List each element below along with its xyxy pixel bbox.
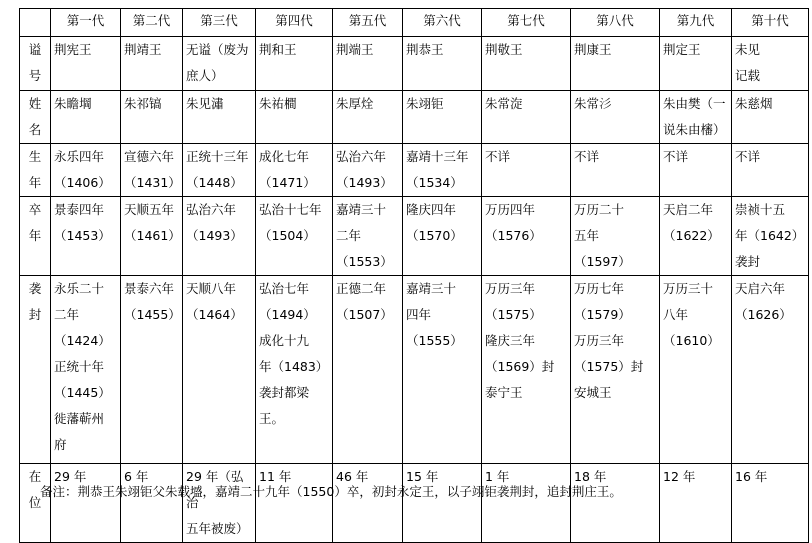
table-cell: 46 年 (333, 464, 403, 543)
table-cell: 朱祁镐 (121, 91, 183, 144)
table-row (20, 276, 809, 464)
table-cell: 不详 (482, 144, 571, 197)
table-cell: 12 年 (660, 464, 732, 543)
table-cell: 1 年 (482, 464, 571, 543)
table-cell: 荆康王 (571, 37, 660, 91)
row-label: 袭 封 (20, 276, 51, 464)
table-cell: 永乐四年 （1406） (51, 144, 121, 197)
table-cell: 29 年（弘治 五年被废） (183, 464, 256, 543)
table-cell: 朱常㳬 (482, 91, 571, 144)
table-cell: 11 年 (256, 464, 333, 543)
table-cell: 朱见潚 (183, 91, 256, 144)
table-cell: 朱常𣲀 (571, 91, 660, 144)
row-label: 姓 名 (20, 91, 51, 144)
table-cell: 未见 记载 (732, 37, 809, 91)
row-label: 生 年 (20, 144, 51, 197)
table-cell: 朱祐橺 (256, 91, 333, 144)
table-cell: 万历二十 五年 （1597） (571, 197, 660, 276)
corner-cell (20, 9, 51, 37)
header-cell: 第八代 (571, 9, 660, 37)
table-row (20, 91, 809, 144)
table-cell: 天启六年 （1626） (732, 276, 809, 464)
table-cell: 天顺五年 （1461） (121, 197, 183, 276)
table-cell: 万历三十 八年 （1610） (660, 276, 732, 464)
table-cell: 朱厚烇 (333, 91, 403, 144)
lineage-table (19, 8, 809, 543)
table-cell: 朱慈烟 (732, 91, 809, 144)
header-cell: 第二代 (121, 9, 183, 37)
table-cell: 万历三年 （1575） 隆庆三年 （1569）封 泰宁王 (482, 276, 571, 464)
table-cell: 弘治十七年 （1504） (256, 197, 333, 276)
table-cell: 不详 (660, 144, 732, 197)
header-cell: 第七代 (482, 9, 571, 37)
table-cell: 天启二年 （1622） (660, 197, 732, 276)
table-cell: 不详 (732, 144, 809, 197)
table-cell: 弘治六年 （1493） (183, 197, 256, 276)
header-cell: 第三代 (183, 9, 256, 37)
header-cell: 第四代 (256, 9, 333, 37)
table-cell: 朱翊钜 (403, 91, 482, 144)
table-cell: 18 年 (571, 464, 660, 543)
table-row (20, 37, 809, 91)
row-label: 在 位 (20, 464, 51, 543)
header-row (20, 9, 809, 37)
table-cell: 荆和王 (256, 37, 333, 91)
table-cell: 朱由樊（一 说朱由㰂） (660, 91, 732, 144)
table-cell: 荆定王 (660, 37, 732, 91)
table-row (20, 144, 809, 197)
table-cell: 宣德六年 （1431） (121, 144, 183, 197)
table-cell: 万历七年 （1579） 万历三年 （1575）封 安城王 (571, 276, 660, 464)
row-label: 卒 年 (20, 197, 51, 276)
table-cell: 15 年 (403, 464, 482, 543)
table-row (20, 464, 809, 543)
table-cell: 嘉靖十三年 （1534） (403, 144, 482, 197)
table-cell: 荆敬王 (482, 37, 571, 91)
table-cell: 荆端王 (333, 37, 403, 91)
table-cell: 弘治七年 （1494） 成化十九 年（1483） 袭封都梁 王。 (256, 276, 333, 464)
table-cell: 弘治六年 （1493） (333, 144, 403, 197)
table-cell: 16 年 (732, 464, 809, 543)
table-cell: 崇祯十五 年（1642） 袭封 (732, 197, 809, 276)
table-cell: 6 年 (121, 464, 183, 543)
footnote: 备注：荆恭王朱翊钜父朱载墭，嘉靖二十九年（1550）卒，初封永定王，以子翊钜袭荆封，追封荆庄王。 (40, 484, 622, 499)
table-cell: 成化七年 （1471） (256, 144, 333, 197)
table-cell: 荆恭王 (403, 37, 482, 91)
table-cell: 嘉靖三十 四年 （1555） (403, 276, 482, 464)
table-cell: 正德二年 （1507） (333, 276, 403, 464)
table-cell: 不详 (571, 144, 660, 197)
row-label: 谥 号 (20, 37, 51, 91)
header-cell: 第九代 (660, 9, 732, 37)
table-cell: 正统十三年 （1448） (183, 144, 256, 197)
table-cell: 无谥（废为 庶人） (183, 37, 256, 91)
table-cell: 景泰四年 （1453） (51, 197, 121, 276)
header-cell: 第一代 (51, 9, 121, 37)
header-cell: 第六代 (403, 9, 482, 37)
header-cell: 第十代 (732, 9, 809, 37)
table-cell: 隆庆四年 （1570） (403, 197, 482, 276)
table-cell: 朱瞻堈 (51, 91, 121, 144)
table-cell: 景泰六年 （1455） (121, 276, 183, 464)
header-cell: 第五代 (333, 9, 403, 37)
table-cell: 荆靖王 (121, 37, 183, 91)
table-cell: 嘉靖三十 二年 （1553） (333, 197, 403, 276)
table-cell: 29 年 (51, 464, 121, 543)
table-row (20, 197, 809, 276)
table-cell: 天顺八年 （1464） (183, 276, 256, 464)
table-cell: 万历四年 （1576） (482, 197, 571, 276)
table-cell: 荆宪王 (51, 37, 121, 91)
table-cell: 永乐二十 二年 （1424） 正统十年 （1445） 徙藩蕲州 府 (51, 276, 121, 464)
